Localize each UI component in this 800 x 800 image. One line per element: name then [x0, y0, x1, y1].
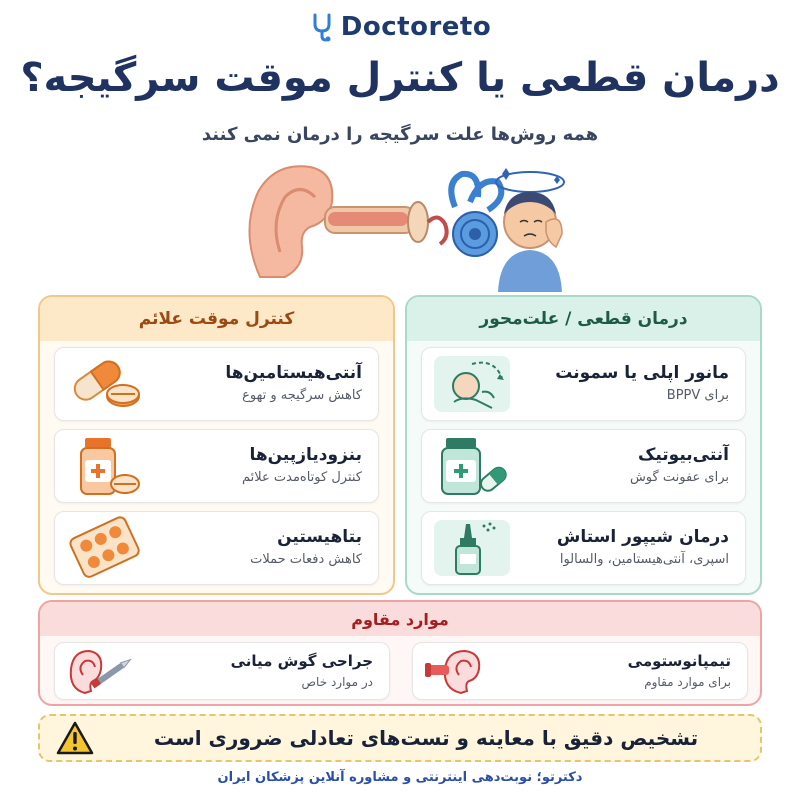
control-panel-title: کنترل موقت علائم	[40, 297, 393, 341]
pill-capsule-icon	[65, 352, 145, 416]
item-desc: برای BPPV	[666, 388, 729, 403]
control-item-betahistine	[54, 511, 379, 585]
resistant-item-tympanostomy	[412, 642, 748, 700]
cure-panel	[405, 295, 762, 595]
brand-logo	[0, 10, 800, 44]
item-desc: کاهش سرگیجه و تهوع	[242, 388, 362, 403]
control-item-benzodiazepines	[54, 429, 379, 503]
control-panel	[38, 295, 395, 595]
nasal-spray-icon	[432, 516, 512, 580]
warning-triangle-icon	[56, 721, 94, 755]
page-subtitle: همه روش‌ها علت سرگیجه را درمان نمی کنند	[201, 124, 599, 145]
ear-tube-icon	[423, 645, 493, 697]
item-title: بتاهیستین	[277, 527, 362, 547]
item-title: تیمپانوستومی	[627, 652, 731, 670]
cure-item-eustachian	[421, 511, 746, 585]
cure-panel-title: درمان قطعی / علت‌محور	[407, 297, 760, 341]
item-title: بنزودیازپین‌ها	[249, 445, 362, 465]
item-desc: کاهش دفعات حملات	[250, 552, 362, 567]
antibiotic-bottle-icon	[432, 434, 512, 498]
stethoscope-icon	[309, 12, 335, 42]
blister-pack-icon	[65, 516, 145, 580]
warning-banner	[38, 714, 762, 762]
cure-item-epley	[421, 347, 746, 421]
cure-item-antibiotic	[421, 429, 746, 503]
item-desc: برای موارد مقاوم	[644, 675, 731, 689]
resistant-item-surgery	[54, 642, 390, 700]
brand-name: Doctoreto	[340, 12, 492, 42]
resistant-panel	[38, 600, 762, 706]
footer-text: دکترتو؛ نوبت‌دهی اینترنتی و مشاوره آنلاین پزشکان ایران	[217, 770, 583, 785]
hero-illustration	[240, 152, 570, 292]
item-desc: در موارد خاص	[301, 675, 373, 689]
item-title: آنتی‌هیستامین‌ها	[225, 363, 362, 383]
item-title: جراحی گوش میانی	[230, 652, 373, 670]
dizzy-man-icon	[496, 168, 564, 292]
item-desc: کنترل کوتاه‌مدت علائم	[241, 470, 362, 485]
warning-text: تشخیص دقیق با معاینه و تست‌های تعادلی ضروری است	[153, 726, 699, 750]
item-title: آنتی‌بیوتیک	[637, 445, 729, 465]
item-title: درمان شیپور استاش	[556, 527, 729, 547]
ear-scalpel-icon	[65, 645, 135, 697]
inner-ear-anatomy-icon	[249, 166, 501, 277]
item-desc: اسپری، آنتی‌هیستامین، والسالوا	[559, 552, 729, 567]
page-title: درمان قطعی یا کنترل موقت سرگیجه؟	[20, 55, 780, 101]
resistant-panel-title: موارد مقاوم	[40, 602, 760, 636]
item-title: مانور اپلی یا سمونت	[555, 363, 729, 383]
head-maneuver-icon	[432, 352, 512, 416]
item-desc: برای عفونت گوش	[629, 470, 729, 485]
control-item-antihistamines	[54, 347, 379, 421]
medicine-bottle-icon	[65, 434, 145, 498]
